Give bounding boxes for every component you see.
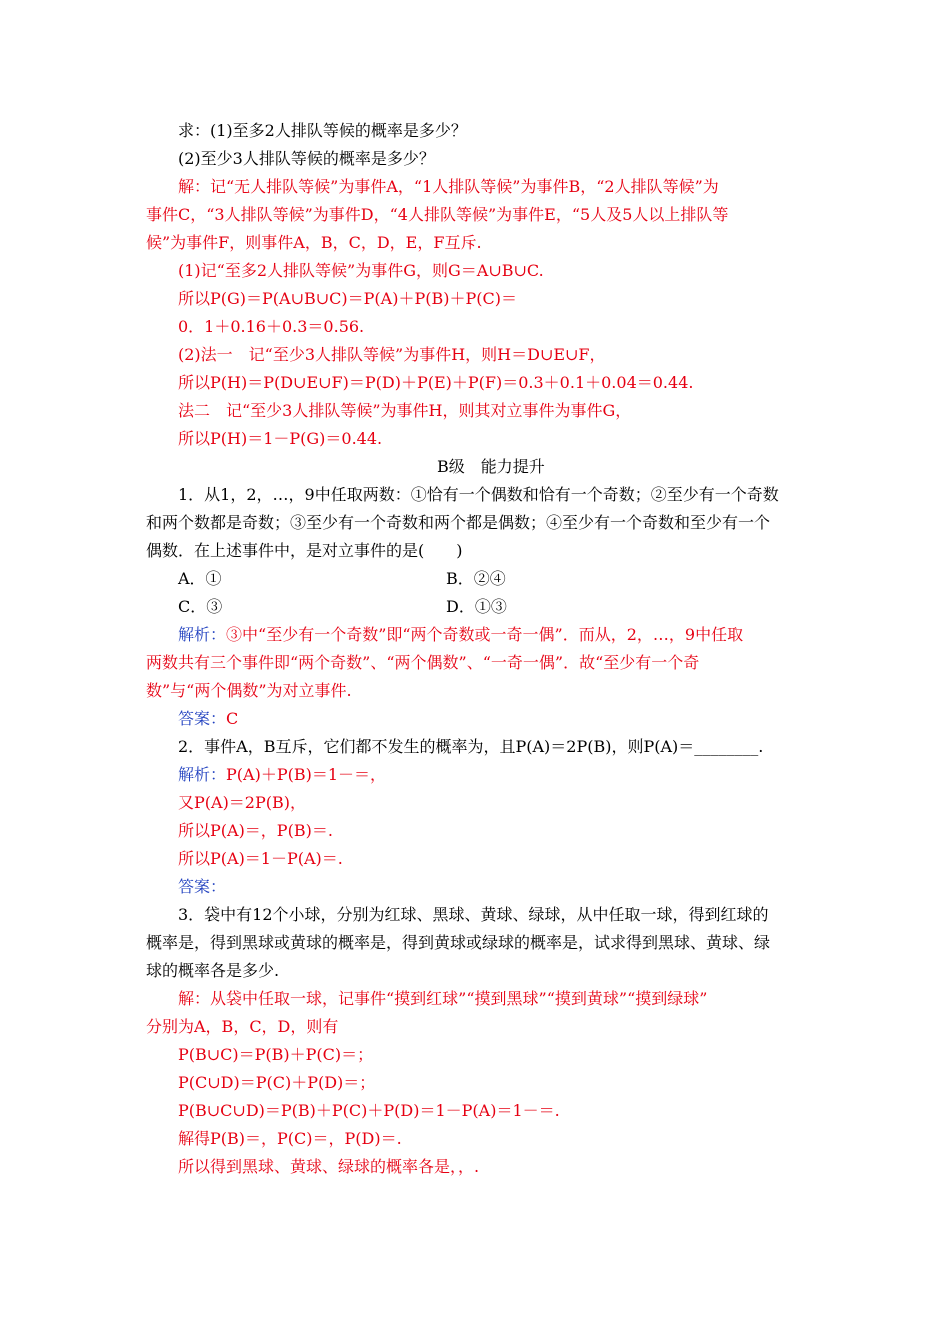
text-line <box>178 428 382 450</box>
line-text: P(A)＋P(B)＝1－＝， <box>226 765 387 784</box>
line-text: 所以P(H)＝P(D∪E∪F)＝P(D)＋P(E)＋P(F)＝0.3＋0.1＋0.04＝0.44. <box>178 373 694 392</box>
line-text: 候”为事件F，则事件A，B，C，D，E，F互斥. <box>146 233 482 252</box>
text-line <box>178 820 333 842</box>
text-line <box>146 932 770 954</box>
answer-label: 解析： <box>178 625 227 644</box>
text-line <box>178 1044 373 1066</box>
text-line <box>178 596 222 618</box>
text-line <box>146 540 463 562</box>
line-text: 所以P(G)＝P(A∪B∪C)＝P(A)＋P(B)＋P(C)＝ <box>178 289 517 308</box>
line-text: 求：(1)至多2人排队等候的概率是多少？ <box>178 121 467 140</box>
text-line <box>146 652 699 674</box>
line-text: (1)记“至多2人排队等候”为事件G，则G＝A∪B∪C. <box>178 261 544 280</box>
answer-label: 解析： <box>178 765 227 784</box>
line-text: 法二 记“至少3人排队等候”为事件H，则其对立事件为事件G， <box>178 401 632 420</box>
text-line <box>446 568 506 590</box>
text-line <box>146 680 352 702</box>
line-text: P(B∪C)＝P(B)＋P(C)＝； <box>178 1045 374 1064</box>
line-text: 概率是，得到黑球或黄球的概率是，得到黄球或绿球的概率是，试求得到黑球、黄球、绿 <box>146 933 771 952</box>
text-line <box>178 1128 402 1150</box>
line-text: 所以P(A)＝1－P(A)＝. <box>178 849 343 868</box>
line-text: (2)至少3人排队等候的概率是多少？ <box>178 149 435 168</box>
line-text: 解：从袋中任取一球，记事件“摸到红球”“摸到黑球”“摸到黄球”“摸到绿球” <box>178 989 708 1008</box>
text-line <box>178 288 517 310</box>
line-text: C <box>226 709 239 728</box>
line-text: ③中“至少有一个奇数”即“两个奇数或一奇一偶”．而从，2，…，9中任取 <box>226 625 744 644</box>
line-text: 球的概率各是多少. <box>146 961 280 980</box>
line-text: P(C∪D)＝P(C)＋P(D)＝； <box>178 1073 376 1092</box>
text-line <box>146 960 279 982</box>
text-line <box>178 876 226 898</box>
text-line <box>178 176 719 198</box>
answer-label: 答案： <box>178 877 227 896</box>
line-text: 所以P(A)＝，P(B)＝. <box>178 821 333 840</box>
line-text: D．①③ <box>446 597 507 616</box>
text-line <box>178 848 343 870</box>
text-line <box>178 1100 560 1122</box>
text-line <box>178 708 238 730</box>
text-line <box>178 792 306 814</box>
line-text: 所以得到黑球、黄球、绿球的概率各是，，. <box>178 1157 480 1176</box>
line-text: 和两个数都是奇数；③至少有一个奇数和两个都是偶数；④至少有一个奇数和至少有一个 <box>146 513 771 532</box>
text-line <box>178 344 606 366</box>
line-text: 事件C，“3人排队等候”为事件D，“4人排队等候”为事件E，“5人及5人以上排队等 <box>146 205 729 224</box>
text-line <box>178 764 386 786</box>
line-text: (2)法一 记“至少3人排队等候”为事件H，则H＝D∪E∪F， <box>178 345 606 364</box>
text-line <box>178 148 435 170</box>
text-line <box>146 204 728 226</box>
line-text: 偶数．在上述事件中，是对立事件的是( ) <box>146 541 463 560</box>
text-line <box>178 1156 479 1178</box>
text-line <box>178 260 544 282</box>
line-text: P(B∪C∪D)＝P(B)＋P(C)＋P(D)＝1－P(A)＝1－＝. <box>178 1101 560 1120</box>
text-line <box>178 1072 375 1094</box>
line-text: 2．事件A，B互斥，它们都不发生的概率为，且P(A)＝2P(B)，则P(A)＝________. <box>178 737 764 756</box>
text-line <box>178 120 467 142</box>
line-text: 解得P(B)＝，P(C)＝，P(D)＝. <box>178 1129 402 1148</box>
line-text: 两数共有三个事件即“两个奇数”、“两个偶数”、“一奇一偶”．故“至少有一个奇 <box>146 653 700 672</box>
line-text: B．②④ <box>446 569 506 588</box>
line-text: C．③ <box>178 597 223 616</box>
line-text: 所以P(H)＝1－P(G)＝0.44. <box>178 429 383 448</box>
line-text: 分别为A，B，C，D，则有 <box>146 1017 339 1036</box>
text-line <box>437 456 545 478</box>
text-line <box>178 736 763 758</box>
text-line <box>146 232 482 254</box>
text-line <box>178 484 779 506</box>
line-text: 3．袋中有12个小球，分别为红球、黑球、黄球、绿球，从中任取一球，得到红球的 <box>178 905 769 924</box>
text-line <box>446 596 507 618</box>
line-text: 数”与“两个偶数”为对立事件. <box>146 681 352 700</box>
line-text: 1．从1，2，…，9中任取两数：①恰有一个偶数和恰有一个奇数；②至少有一个奇数 <box>178 485 779 504</box>
line-text: A．① <box>178 569 222 588</box>
text-line <box>146 1016 338 1038</box>
line-text: 又P(A)＝2P(B)， <box>178 793 306 812</box>
text-line <box>178 904 769 926</box>
line-text: 解：记“无人排队等候”为事件A，“1人排队等候”为事件B，“2人排队等候”为 <box>178 177 719 196</box>
text-line <box>178 372 693 394</box>
line-text: B级 能力提升 <box>437 457 545 476</box>
text-line <box>178 988 707 1010</box>
text-line <box>178 624 743 646</box>
text-line <box>178 568 222 590</box>
text-line <box>178 316 364 338</box>
text-line <box>146 512 770 534</box>
line-text: 0．1＋0.16＋0.3＝0.56. <box>178 317 365 336</box>
text-line <box>178 400 631 422</box>
answer-label: 答案： <box>178 709 227 728</box>
